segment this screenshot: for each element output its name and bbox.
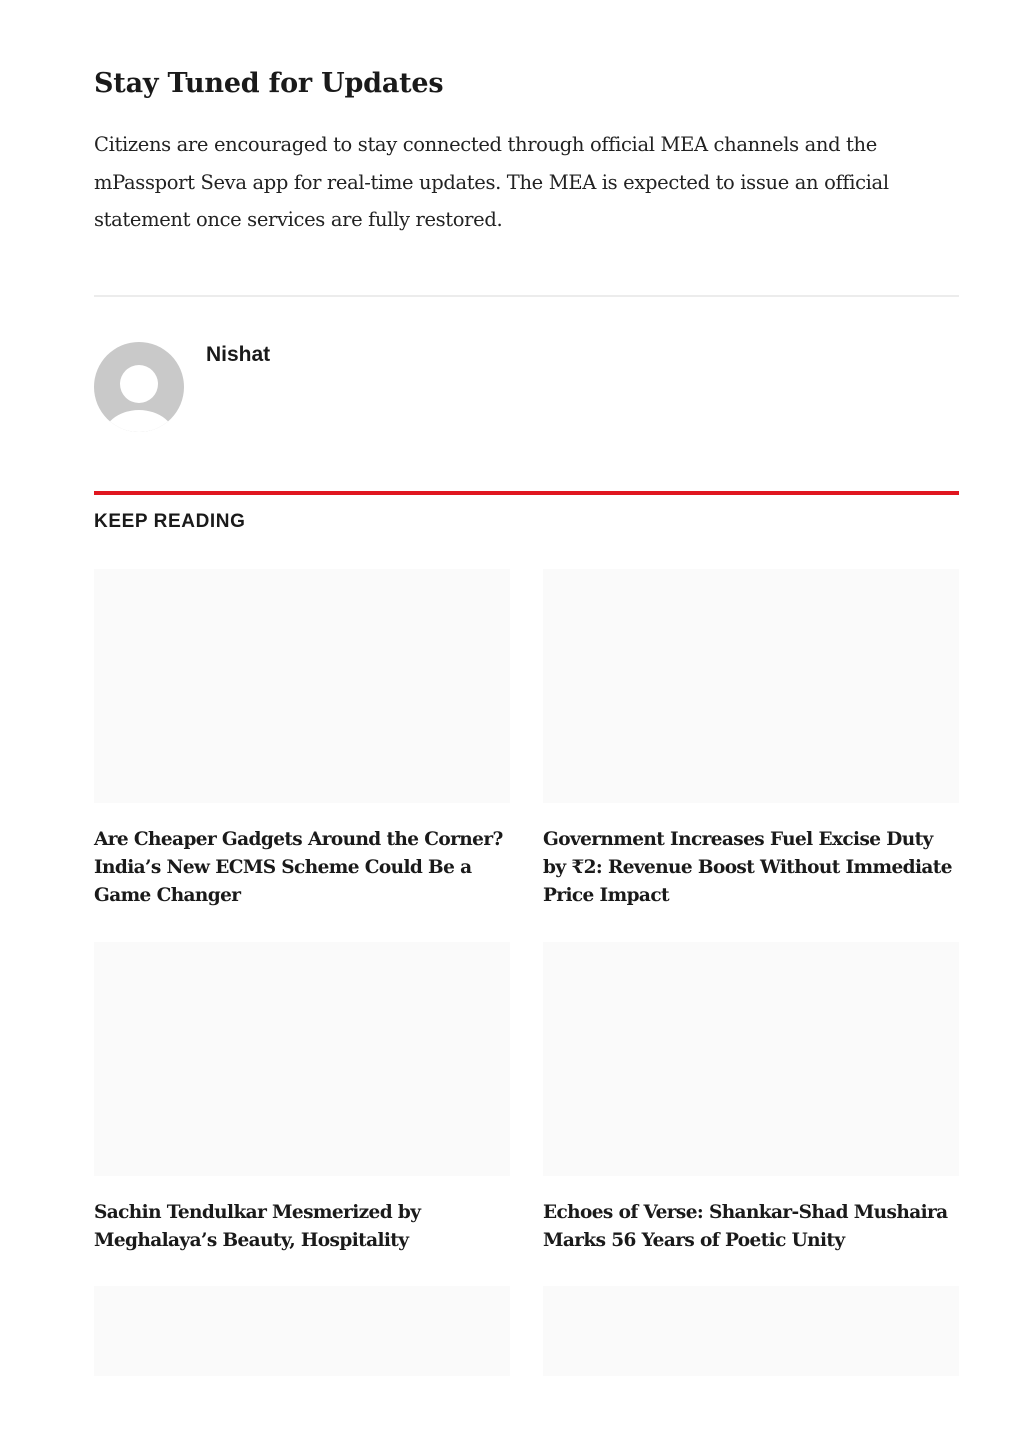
related-article-card[interactable]: [94, 569, 510, 910]
avatar-head-shape: [120, 365, 158, 403]
article-thumbnail[interactable]: [543, 942, 959, 1176]
related-article-card[interactable]: [94, 1286, 510, 1376]
avatar-body-shape: [102, 410, 176, 432]
keep-reading-label: KEEP READING: [94, 511, 246, 532]
section-heading: Stay Tuned for Updates: [94, 68, 444, 99]
article-thumbnail[interactable]: [94, 1286, 510, 1376]
article-title-link[interactable]: Echoes of Verse: Shankar-Shad Mushaira Marks 56 Years of Poetic Unity: [543, 1202, 948, 1251]
related-article-card[interactable]: [94, 942, 510, 1255]
related-article-card[interactable]: [543, 1286, 959, 1376]
article-paragraph: Citizens are encouraged to stay connected through official MEA channels and the mPassport Seva app for real-time updates. The MEA is expected to issue an official statement once services are fully restored.: [94, 133, 889, 231]
related-article-card[interactable]: [543, 569, 959, 910]
article-thumbnail[interactable]: [543, 1286, 959, 1376]
keep-reading-rule: [94, 491, 959, 495]
author-avatar[interactable]: [94, 342, 184, 432]
article-thumbnail[interactable]: [543, 569, 959, 803]
divider: [94, 295, 959, 297]
article-thumbnail[interactable]: [94, 569, 510, 803]
related-article-card[interactable]: [543, 942, 959, 1255]
author-box: [94, 342, 959, 432]
author-name-link[interactable]: Nishat: [206, 343, 271, 366]
article-title-link[interactable]: Government Increases Fuel Excise Duty by ₹2: Revenue Boost Without Immediate Price Impact: [543, 829, 952, 906]
article-thumbnail[interactable]: [94, 942, 510, 1176]
article-title-link[interactable]: Sachin Tendulkar Mesmerized by Meghalaya’s Beauty, Hospitality: [94, 1202, 421, 1251]
article-title-link[interactable]: Are Cheaper Gadgets Around the Corner? India’s New ECMS Scheme Could Be a Game Changer: [94, 829, 503, 906]
